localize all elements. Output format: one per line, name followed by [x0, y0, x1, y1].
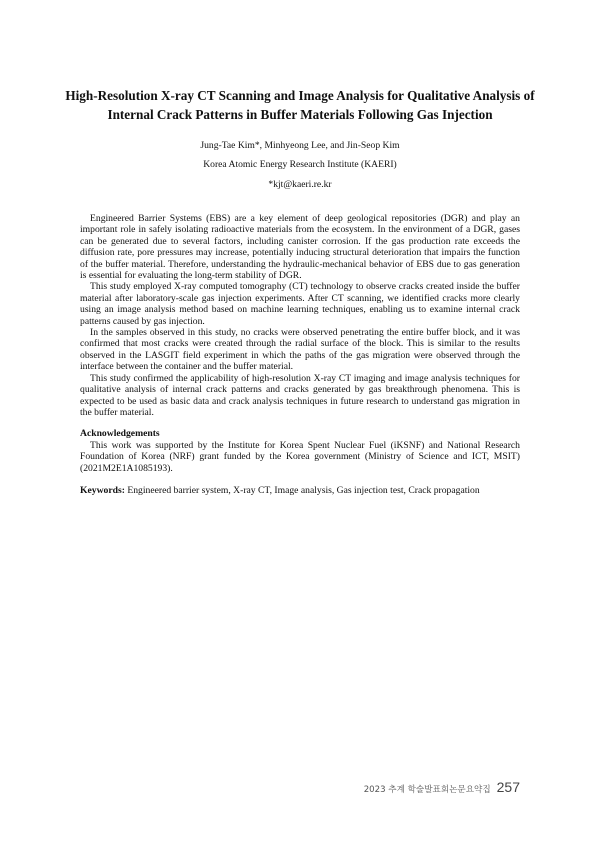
paper-title: High-Resolution X-ray CT Scanning and Image Analysis for Qualitative Analysis of Internal Crack Patterns in Buffer Materials Following Gas Injection: [65, 88, 535, 122]
affiliation: Korea Atomic Energy Research Institute (KAERI): [203, 159, 397, 170]
author-list: Jung-Tae Kim*, Minhyeong Lee, and Jin-Seop Kim: [200, 140, 400, 151]
abstract-body: [80, 213, 520, 496]
body-paragraph: Engineered Barrier Systems (EBS) are a key element of deep geological repositories (DGR) and play an important role in safely isolating radioactive materials from the ecosystem. In the environment of a DGR, gases can be generated due to several factors, including canister corrosion. If the gas production rate exceeds the diffusion rate, pore pressures may increase, potentially inducing structural deterioration that impairs the function of the buffer material. Therefore, understanding the hydraulic-mechanical behavior of EBS due to gas generation is essential for evaluating the long-term stability of DGR.: [80, 213, 520, 282]
body-paragraph: This study employed X-ray computed tomography (CT) technology to observe cracks created inside the buffer material after laboratory-scale gas injection experiments. After CT scanning, we identified cracks more clearly using an image analysis method based on machine learning techniques, enabling us to examine internal crack patterns caused by gas injection.: [80, 281, 520, 327]
page-number: 257: [496, 779, 520, 795]
journal-name: 2023 추계 학술발표회논문요약집: [363, 785, 491, 795]
body-paragraph: In the samples observed in this study, no cracks were observed penetrating the entire buffer block, and it was confirmed that most cracks were created through the radial surface of the block. This is similar to the results observed in the LASGIT field experiment in which the paths of the gas migration were observed through the interface between the container and the buffer material.: [80, 327, 520, 373]
keywords-line: [80, 485, 520, 496]
body-paragraph: This study confirmed the applicability of high-resolution X-ray CT imaging and image analysis techniques for qualitative analysis of internal crack patterns and cracks generated by gas breakthrough phenomena. This is expected to be used as basic data and crack analysis techniques in future research to understand gas migration in the buffer material.: [80, 372, 520, 418]
acknowledgements-text: This work was supported by the Institute for Korea Spent Nuclear Fuel (iKSNF) and National Research Foundation of Korea (NRF) grant funded by the Korea government (Ministry of Science and ICT, MSIT) (2021M2E1A1085193).: [80, 439, 520, 474]
acknowledgements-heading: Acknowledgements: [80, 428, 160, 440]
keywords-text: Engineered barrier system, X-ray CT, Image analysis, Gas injection test, Crack propagation: [127, 484, 480, 496]
corresponding-email: *kjt@kaeri.re.kr: [268, 179, 332, 190]
page-footer: [364, 779, 520, 797]
keywords-label: Keywords:: [80, 484, 125, 496]
